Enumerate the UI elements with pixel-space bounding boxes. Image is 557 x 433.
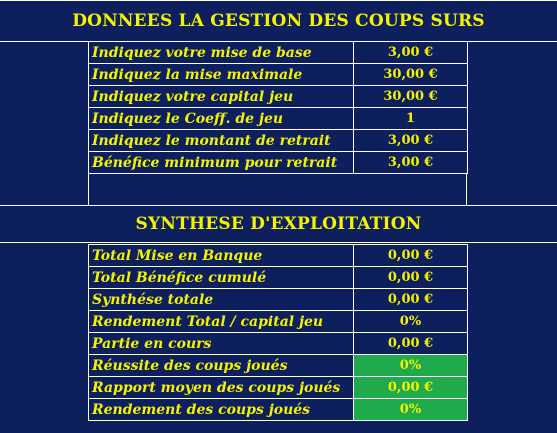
row-label: Réussite des coups joués	[89, 355, 354, 377]
benefice-minimum-input[interactable]: 3,00 €	[354, 152, 468, 174]
row-label: Synthése totale	[89, 289, 354, 311]
highlight-value: 0%	[354, 399, 468, 421]
section1-header	[0, 0, 557, 42]
row-label: Indiquez le Coeff. de jeu	[89, 108, 354, 130]
row-label: Total Mise en Banque	[89, 245, 354, 267]
section1-title: DONNEES LA GESTION DES COUPS SURS	[72, 11, 485, 31]
settings-table	[88, 41, 468, 174]
grid-divider	[466, 173, 467, 205]
montant-retrait-input[interactable]: 3,00 €	[354, 130, 468, 152]
table-row	[89, 108, 468, 130]
mise-maximale-input[interactable]: 30,00 €	[354, 64, 468, 86]
row-label: Rendement des coups joués	[89, 399, 354, 421]
row-label: Total Bénéfice cumulé	[89, 267, 354, 289]
table-row	[89, 86, 468, 108]
table-row	[89, 289, 468, 311]
synthesis-table	[88, 244, 468, 421]
row-value: 0,00 €	[354, 289, 468, 311]
table-row	[89, 245, 468, 267]
table-row	[89, 355, 468, 377]
row-label: Rendement Total / capital jeu	[89, 311, 354, 333]
row-value: 0,00 €	[354, 245, 468, 267]
table-row	[89, 377, 468, 399]
highlight-value: 0,00 €	[354, 377, 468, 399]
table-row	[89, 130, 468, 152]
table-row	[89, 152, 468, 174]
table-row	[89, 399, 468, 421]
row-label: Indiquez le montant de retrait	[89, 130, 354, 152]
section2-header	[0, 205, 557, 243]
table-row	[89, 333, 468, 355]
coeff-jeu-input[interactable]: 1	[354, 108, 468, 130]
table-row	[89, 42, 468, 64]
mise-de-base-input[interactable]: 3,00 €	[354, 42, 468, 64]
table-row	[89, 64, 468, 86]
capital-jeu-input[interactable]: 30,00 €	[354, 86, 468, 108]
grid-divider	[88, 173, 89, 205]
row-label: Bénéfice minimum pour retrait	[89, 152, 354, 174]
row-value: 0,00 €	[354, 333, 468, 355]
row-value: 0%	[354, 311, 468, 333]
highlight-value: 0%	[354, 355, 468, 377]
row-label: Indiquez la mise maximale	[89, 64, 354, 86]
row-label: Indiquez votre mise de base	[89, 42, 354, 64]
section2-title: SYNTHESE D'EXPLOITATION	[135, 214, 422, 234]
table-row	[89, 311, 468, 333]
row-value: 0,00 €	[354, 267, 468, 289]
row-label: Indiquez votre capital jeu	[89, 86, 354, 108]
row-label: Rapport moyen des coups joués	[89, 377, 354, 399]
row-label: Partie en cours	[89, 333, 354, 355]
table-row	[89, 267, 468, 289]
